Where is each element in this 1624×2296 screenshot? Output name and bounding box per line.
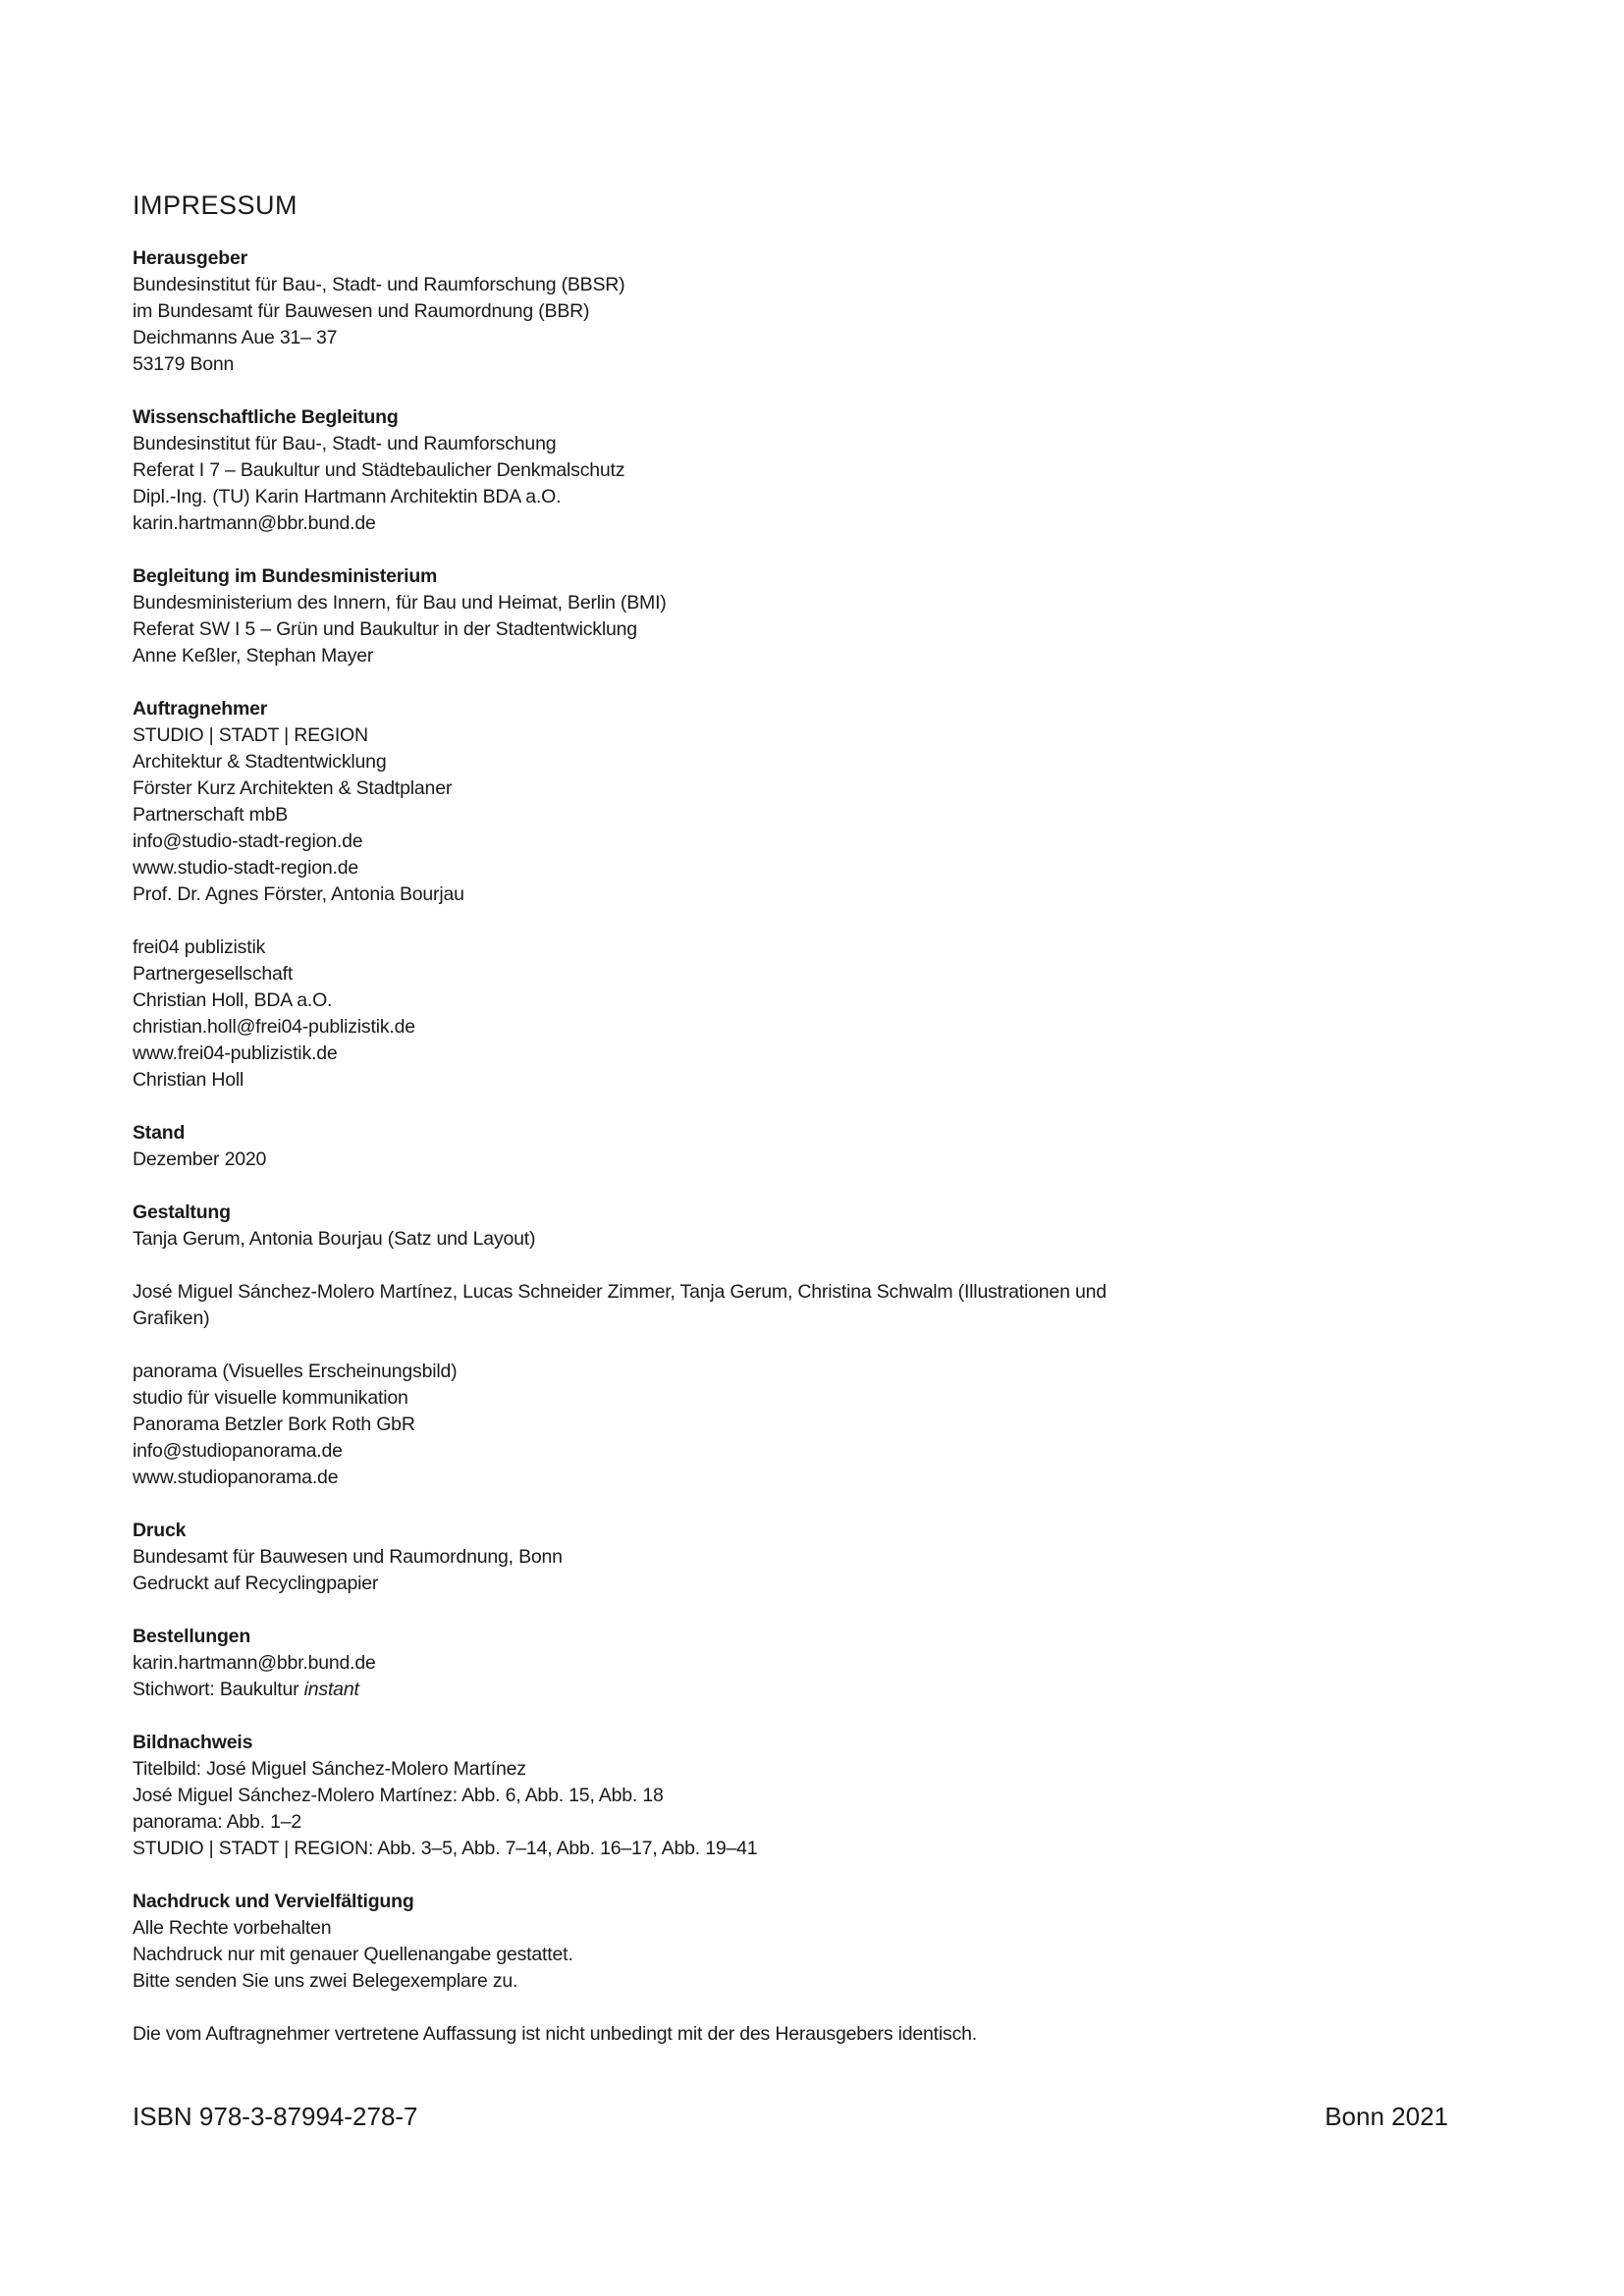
section-bildnachweis	[133, 1730, 1448, 1862]
section-disclaimer	[133, 2021, 1448, 2048]
section-wissenschaftliche-begleitung	[133, 404, 1448, 537]
section-herausgeber	[133, 245, 1448, 378]
text-line: Anne Keßler, Stephan Mayer	[133, 645, 374, 667]
section-heading: Nachdruck und Vervielfältigung	[133, 1891, 414, 1912]
disclaimer-text: Die vom Auftragnehmer vertretene Auffassung ist nicht unbedingt mit der des Herausgebers identisch.	[133, 2023, 977, 2045]
text-line: Titelbild: José Miguel Sánchez-Molero Martínez	[133, 1758, 526, 1780]
text-line: STUDIO | STADT | REGION: Abb. 3–5, Abb. 7–14, Abb. 16–17, Abb. 19–41	[133, 1838, 758, 1859]
place-year-text: Bonn 2021	[1325, 2102, 1448, 2131]
email-text: karin.hartmann@bbr.bund.de	[133, 512, 376, 534]
website-text: www.studiopanorama.de	[133, 1467, 339, 1488]
paragraph-text: José Miguel Sánchez-Molero Martínez, Lucas Schneider Zimmer, Tanja Gerum, Christina Schwalm (Illustrationen und Grafiken)	[133, 1281, 1107, 1329]
text-line: 53179 Bonn	[133, 353, 235, 375]
section-heading: Bildnachweis	[133, 1732, 253, 1753]
text-line: panorama: Abb. 1–2	[133, 1811, 302, 1833]
text-line: Prof. Dr. Agnes Förster, Antonia Bourjau	[133, 883, 464, 905]
email-text: info@studio-stadt-region.de	[133, 830, 363, 852]
section-stand	[133, 1120, 1448, 1173]
page-title: IMPRESSUM	[133, 190, 298, 220]
email-text: karin.hartmann@bbr.bund.de	[133, 1652, 376, 1674]
text-line: Referat SW I 5 – Grün und Baukultur in der Stadtentwicklung	[133, 618, 637, 640]
section-heading: Herausgeber	[133, 247, 248, 269]
isbn-text: ISBN 978-3-87994-278-7	[133, 2102, 418, 2131]
section-heading: Stand	[133, 1122, 186, 1144]
text-line: Christian Holl	[133, 1069, 244, 1091]
section-auftragnehmer	[133, 696, 1448, 908]
section-heading: Gestaltung	[133, 1201, 231, 1223]
impressum-page	[133, 188, 1448, 2074]
stichwort-prefix: Stichwort: Baukultur	[133, 1679, 304, 1700]
text-line: Nachdruck nur mit genauer Quellenangabe gestattet.	[133, 1944, 573, 1965]
section-heading: Begleitung im Bundesministerium	[133, 565, 438, 587]
text-line: Bundesinstitut für Bau-, Stadt- und Raumforschung	[133, 433, 557, 454]
section-heading: Druck	[133, 1520, 187, 1541]
section-frei04	[133, 934, 1448, 1094]
section-gestaltung	[133, 1200, 1448, 1253]
text-line: José Miguel Sánchez-Molero Martínez: Abb. 6, Abb. 15, Abb. 18	[133, 1785, 664, 1806]
stichwort-italic: instant	[303, 1679, 359, 1700]
text-line: Bundesministerium des Innern, für Bau und Heimat, Berlin (BMI)	[133, 592, 667, 614]
text-line: frei04 publizistik	[133, 936, 266, 958]
text-line: Referat I 7 – Baukultur und Städtebaulicher Denkmalschutz	[133, 459, 625, 481]
text-line: Tanja Gerum, Antonia Bourjau (Satz und Layout)	[133, 1228, 536, 1250]
text-line: Christian Holl, BDA a.O.	[133, 989, 333, 1011]
section-nachdruck	[133, 1889, 1448, 1995]
section-illustrationen	[133, 1279, 1448, 1332]
text-line: Förster Kurz Architekten & Stadtplaner	[133, 777, 453, 799]
text-line: Bundesamt für Bauwesen und Raumordnung, Bonn	[133, 1546, 563, 1568]
text-line: Alle Rechte vorbehalten	[133, 1917, 332, 1939]
text-line: Bundesinstitut für Bau-, Stadt- und Raumforschung (BBSR)	[133, 274, 625, 295]
text-line: STUDIO | STADT | REGION	[133, 724, 368, 746]
date-text: Dezember 2020	[133, 1148, 267, 1170]
text-line: Dipl.-Ing. (TU) Karin Hartmann Architektin BDA a.O.	[133, 486, 562, 507]
email-text: info@studiopanorama.de	[133, 1440, 343, 1462]
section-bestellungen	[133, 1624, 1448, 1703]
section-druck	[133, 1518, 1448, 1597]
text-line: Partnergesellschaft	[133, 963, 294, 985]
stichwort-line	[133, 1677, 1448, 1703]
website-text: www.studio-stadt-region.de	[133, 857, 358, 879]
text-line: Panorama Betzler Bork Roth GbR	[133, 1414, 415, 1435]
text-line: panorama (Visuelles Erscheinungsbild)	[133, 1361, 458, 1382]
text-line: Partnerschaft mbB	[133, 804, 289, 826]
section-begleitung-ministerium	[133, 563, 1448, 669]
email-text: christian.holl@frei04-publizistik.de	[133, 1016, 415, 1038]
section-panorama	[133, 1359, 1448, 1491]
text-line: studio für visuelle kommunikation	[133, 1387, 408, 1409]
section-heading: Wissenschaftliche Begleitung	[133, 406, 399, 428]
text-line: Architektur & Stadtentwicklung	[133, 751, 387, 773]
text-line: Bitte senden Sie uns zwei Belegexemplare zu.	[133, 1970, 518, 1992]
text-line: Gedruckt auf Recyclingpapier	[133, 1573, 379, 1594]
text-line: Deichmanns Aue 31– 37	[133, 327, 338, 348]
section-heading: Bestellungen	[133, 1626, 251, 1647]
section-heading: Auftragnehmer	[133, 698, 268, 720]
text-line: im Bundesamt für Bauwesen und Raumordnung (BBR)	[133, 300, 590, 322]
website-text: www.frei04-publizistik.de	[133, 1042, 338, 1064]
